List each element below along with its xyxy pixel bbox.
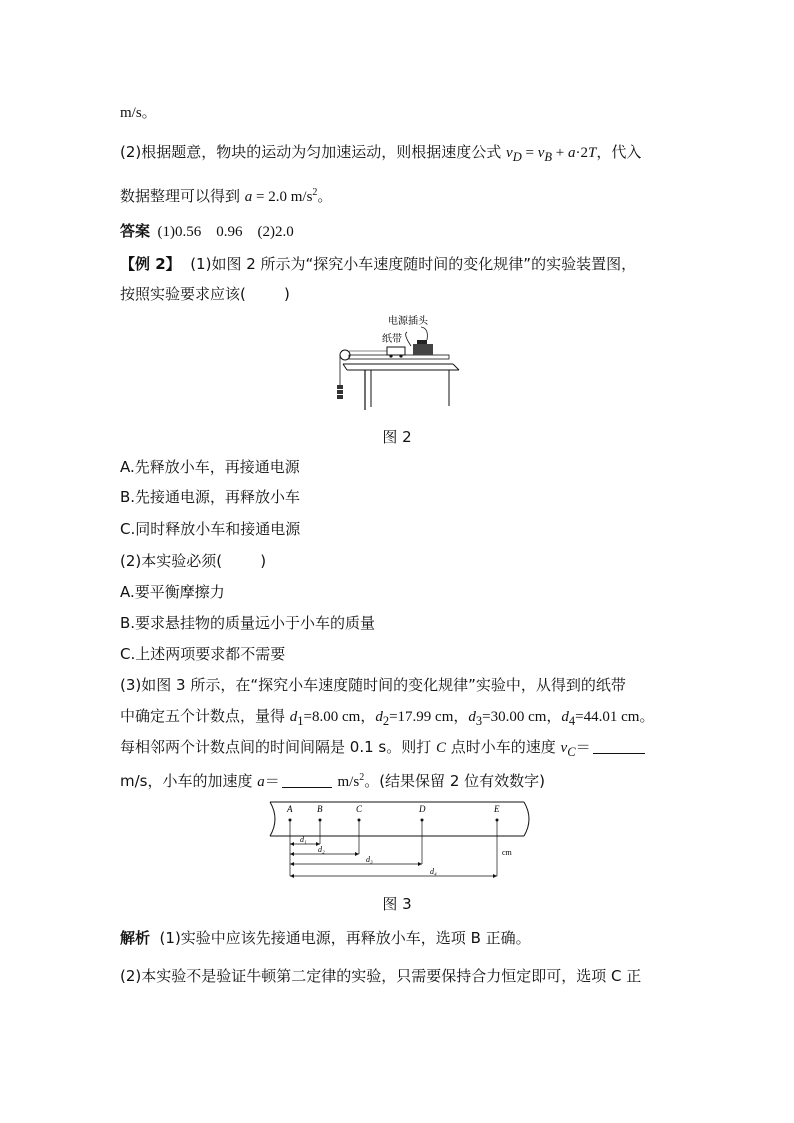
question-3: (3)如图 3 所示，在“探究小车速度随时间的变化规律”实验中，从得到的纸带 (120, 676, 626, 694)
text-line-2 (120, 142, 641, 167)
analysis-line-2: (2)本实验不是验证牛顿第二定律的实验，只需要保持合力恒定即可，选项 C 正 (120, 967, 642, 985)
unit-text: m/s。 (120, 105, 157, 121)
text: m/s，小车的加速度 (120, 772, 258, 790)
value-d2: =17.99 cm， (389, 709, 469, 725)
formula-v: v (537, 145, 545, 161)
value-d4: =44.01 cm。 (575, 709, 655, 725)
dim-label-d3: d₃ (366, 855, 373, 864)
formula-sub: D (512, 150, 522, 164)
formula-a: a (244, 189, 253, 205)
formula-d: d (468, 709, 476, 725)
figure-3-caption: 图 3 (382, 895, 412, 913)
formula-sub: 4 (568, 714, 576, 728)
formula-sub: 3 (475, 714, 483, 728)
text: 每相邻两个计数点间的时间间隔是 0.1 s。则打 (120, 738, 436, 756)
formula-sub: 1 (297, 714, 304, 728)
formula-C: C (435, 740, 446, 756)
example-text: 按照实验要求应该( ) (120, 285, 290, 303)
text: 中确定五个计数点，量得 (120, 707, 290, 725)
text-line-3 (120, 183, 332, 207)
dim-label-d2: d₂ (318, 845, 325, 854)
text: = 2.0 m/s (252, 189, 313, 205)
analysis-text: (1)实验中应该先接通电源，再释放小车，选项 B 正确。 (150, 929, 531, 947)
text: 。 (317, 187, 333, 205)
answer-blank-a[interactable] (282, 773, 332, 788)
figure-2-caption: 图 2 (382, 428, 412, 446)
option-c: C.同时释放小车和接通电源 (120, 520, 301, 538)
q2-option-b: B.要求悬挂物的质量远小于小车的质量 (120, 614, 376, 632)
formula-sup: 2 (359, 772, 365, 783)
text: m/s (333, 774, 360, 790)
analysis-label: 解析 (120, 929, 151, 947)
formula-a: a (567, 145, 576, 161)
formula-eq: = (521, 145, 538, 161)
formula-d: d (561, 709, 569, 725)
text: ＝ (575, 738, 591, 756)
value-d3: =30.00 cm， (482, 709, 562, 725)
unit-label-cm: cm (502, 848, 512, 857)
formula-plus: + (552, 145, 568, 161)
example-label: 【例 2】 (120, 255, 181, 273)
text: 点时小车的速度 (446, 738, 561, 756)
dim-label-d4: d₄ (430, 867, 437, 876)
text: 数据整理可以得到 (120, 187, 245, 205)
text: ，代入 (596, 143, 642, 161)
point-label-c: C (356, 804, 363, 814)
formula-d: d (375, 709, 383, 725)
figure-2-apparatus (325, 310, 465, 415)
formula-sup: 2 (312, 187, 318, 198)
formula-sub: B (544, 150, 553, 164)
figure-3-paper-tape (262, 800, 537, 882)
formula-T: T (587, 145, 597, 161)
formula-sub: 2 (382, 714, 390, 728)
example-heading (120, 254, 636, 274)
q2-option-a: A.要平衡摩擦力 (120, 583, 225, 601)
question-3-line-2 (120, 706, 654, 731)
question-2: (2)本实验必须( ) (120, 552, 267, 570)
answer-text: (1)0.56 0.96 (2)2.0 (150, 224, 294, 240)
text-line-1 (120, 102, 157, 123)
point-label-d: D (419, 804, 426, 814)
formula-d: d (289, 709, 298, 725)
formula-2: ·2 (575, 145, 588, 161)
dim-label-d1: d₁ (300, 835, 307, 844)
label-paper-tape: 纸带 (382, 334, 402, 345)
formula-a: a (257, 774, 265, 790)
text: 。(结果保留 2 位有效数字) (364, 772, 545, 790)
analysis-line (120, 928, 531, 948)
value-d1: =8.00 cm， (303, 709, 376, 725)
point-label-b: B (317, 804, 323, 814)
example-text: (1)如图 2 所示为“探究小车速度随时间的变化规律”的实验装置图， (180, 255, 637, 273)
option-a: A.先释放小车，再接通电源 (120, 458, 300, 476)
label-power-plug: 电源插头 (388, 316, 428, 327)
text: ＝ (264, 772, 280, 790)
text: (2)根据题意，物块的运动为匀加速运动，则根据速度公式 (120, 143, 507, 161)
question-3-line-3 (120, 737, 647, 762)
example-line-2 (120, 284, 290, 304)
q2-option-c: C.上述两项要求都不需要 (120, 645, 286, 663)
point-label-e: E (494, 804, 500, 814)
formula-v: v (560, 740, 568, 756)
question-3-line-4 (120, 768, 545, 792)
option-b: B.先接通电源，再释放小车 (120, 488, 301, 506)
point-label-a: A (287, 804, 293, 814)
answer-label: 答案 (120, 222, 151, 240)
formula-v: v (506, 145, 513, 161)
answer-line (120, 221, 294, 242)
answer-blank-vc[interactable] (593, 739, 645, 754)
formula-sub: C (567, 745, 576, 759)
